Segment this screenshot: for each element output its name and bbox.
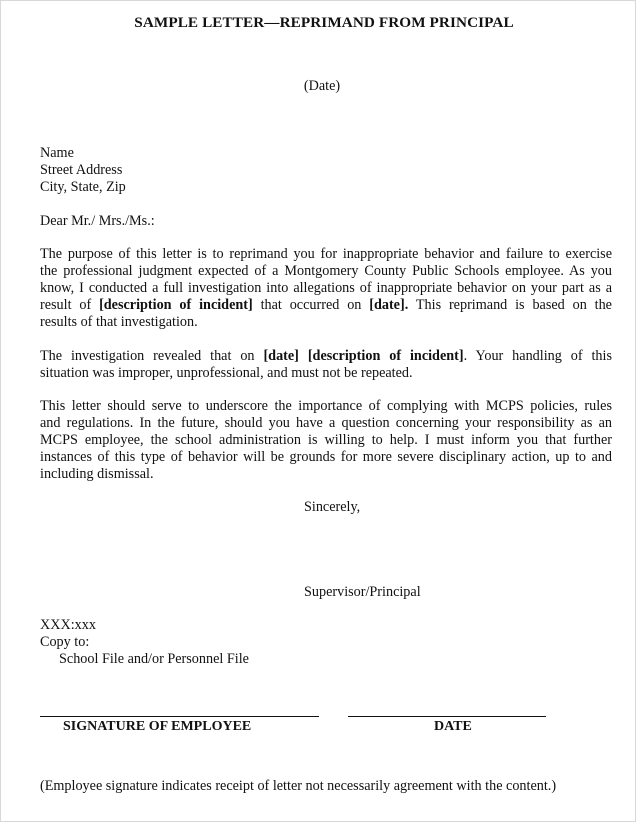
text-segment: that occurred on (252, 297, 370, 313)
paragraph-policies (40, 398, 612, 483)
initials: XXX:xxx (40, 617, 96, 633)
letter-title: SAMPLE LETTER—REPRIMAND FROM PRINCIPAL (134, 14, 514, 31)
text-segment: This reprimand is based on the (408, 297, 612, 313)
paragraph-line: situation was improper, unprofessional, and must not be repeated. (40, 365, 413, 381)
paragraph-line (40, 297, 612, 314)
date-signature-line (348, 716, 546, 717)
text-segment: The investigation revealed that on (40, 348, 264, 364)
paragraph-line: including dismissal. (40, 466, 154, 482)
paragraph-investigation (40, 348, 612, 382)
address-street: Street Address (40, 162, 123, 178)
date-field-placeholder: [date]. (369, 297, 409, 313)
salutation: Dear Mr./ Mrs./Ms.: (40, 213, 155, 229)
employee-signature-label: SIGNATURE OF EMPLOYEE (63, 719, 252, 734)
paragraph-line: and regulations. In the future, should you have a question concerning your responsibility as an (40, 415, 612, 431)
date-incident-placeholder: [date] [description of incident] (263, 348, 464, 364)
paragraph-line: The purpose of this letter is to reprimand you for inappropriate behavior and failure to exercise (40, 246, 612, 262)
paragraph-purpose (40, 246, 612, 331)
text-segment: result of (40, 297, 100, 313)
recipient-address (40, 145, 612, 196)
paragraph-line: results of that investigation. (40, 314, 198, 330)
copy-to-label: Copy to: (40, 634, 90, 650)
text-segment: . Your handling of this (463, 348, 612, 364)
paragraph-line: know, I conducted a full investigation into allegations of inappropriate behavior on your part as a (40, 280, 612, 296)
address-name: Name (40, 145, 74, 161)
date-label: DATE (434, 719, 472, 734)
paragraph-line: instances of this type of behavior will be grounds for more severe disciplinary action, up to and (40, 449, 612, 465)
paragraph-line (40, 348, 612, 365)
closing: Sincerely, (304, 499, 361, 515)
paragraph-line: MCPS employee, the school administration is willing to help. I must inform you that further (40, 432, 612, 448)
paragraph-line: the professional judgment expected of a Montgomery County Public Schools employee. As you (40, 263, 612, 279)
signer-title: Supervisor/Principal (304, 584, 421, 600)
incident-placeholder: [description of incident] (99, 297, 253, 313)
employee-signature-line (40, 716, 319, 717)
signature-note: (Employee signature indicates receipt of letter not necessarily agreement with the content.) (40, 778, 557, 794)
date-placeholder: (Date) (303, 78, 341, 94)
copy-to-file: School File and/or Personnel File (59, 651, 249, 667)
address-city: City, State, Zip (40, 179, 126, 195)
paragraph-line: This letter should serve to underscore the importance of complying with MCPS policies, rules (40, 398, 612, 414)
